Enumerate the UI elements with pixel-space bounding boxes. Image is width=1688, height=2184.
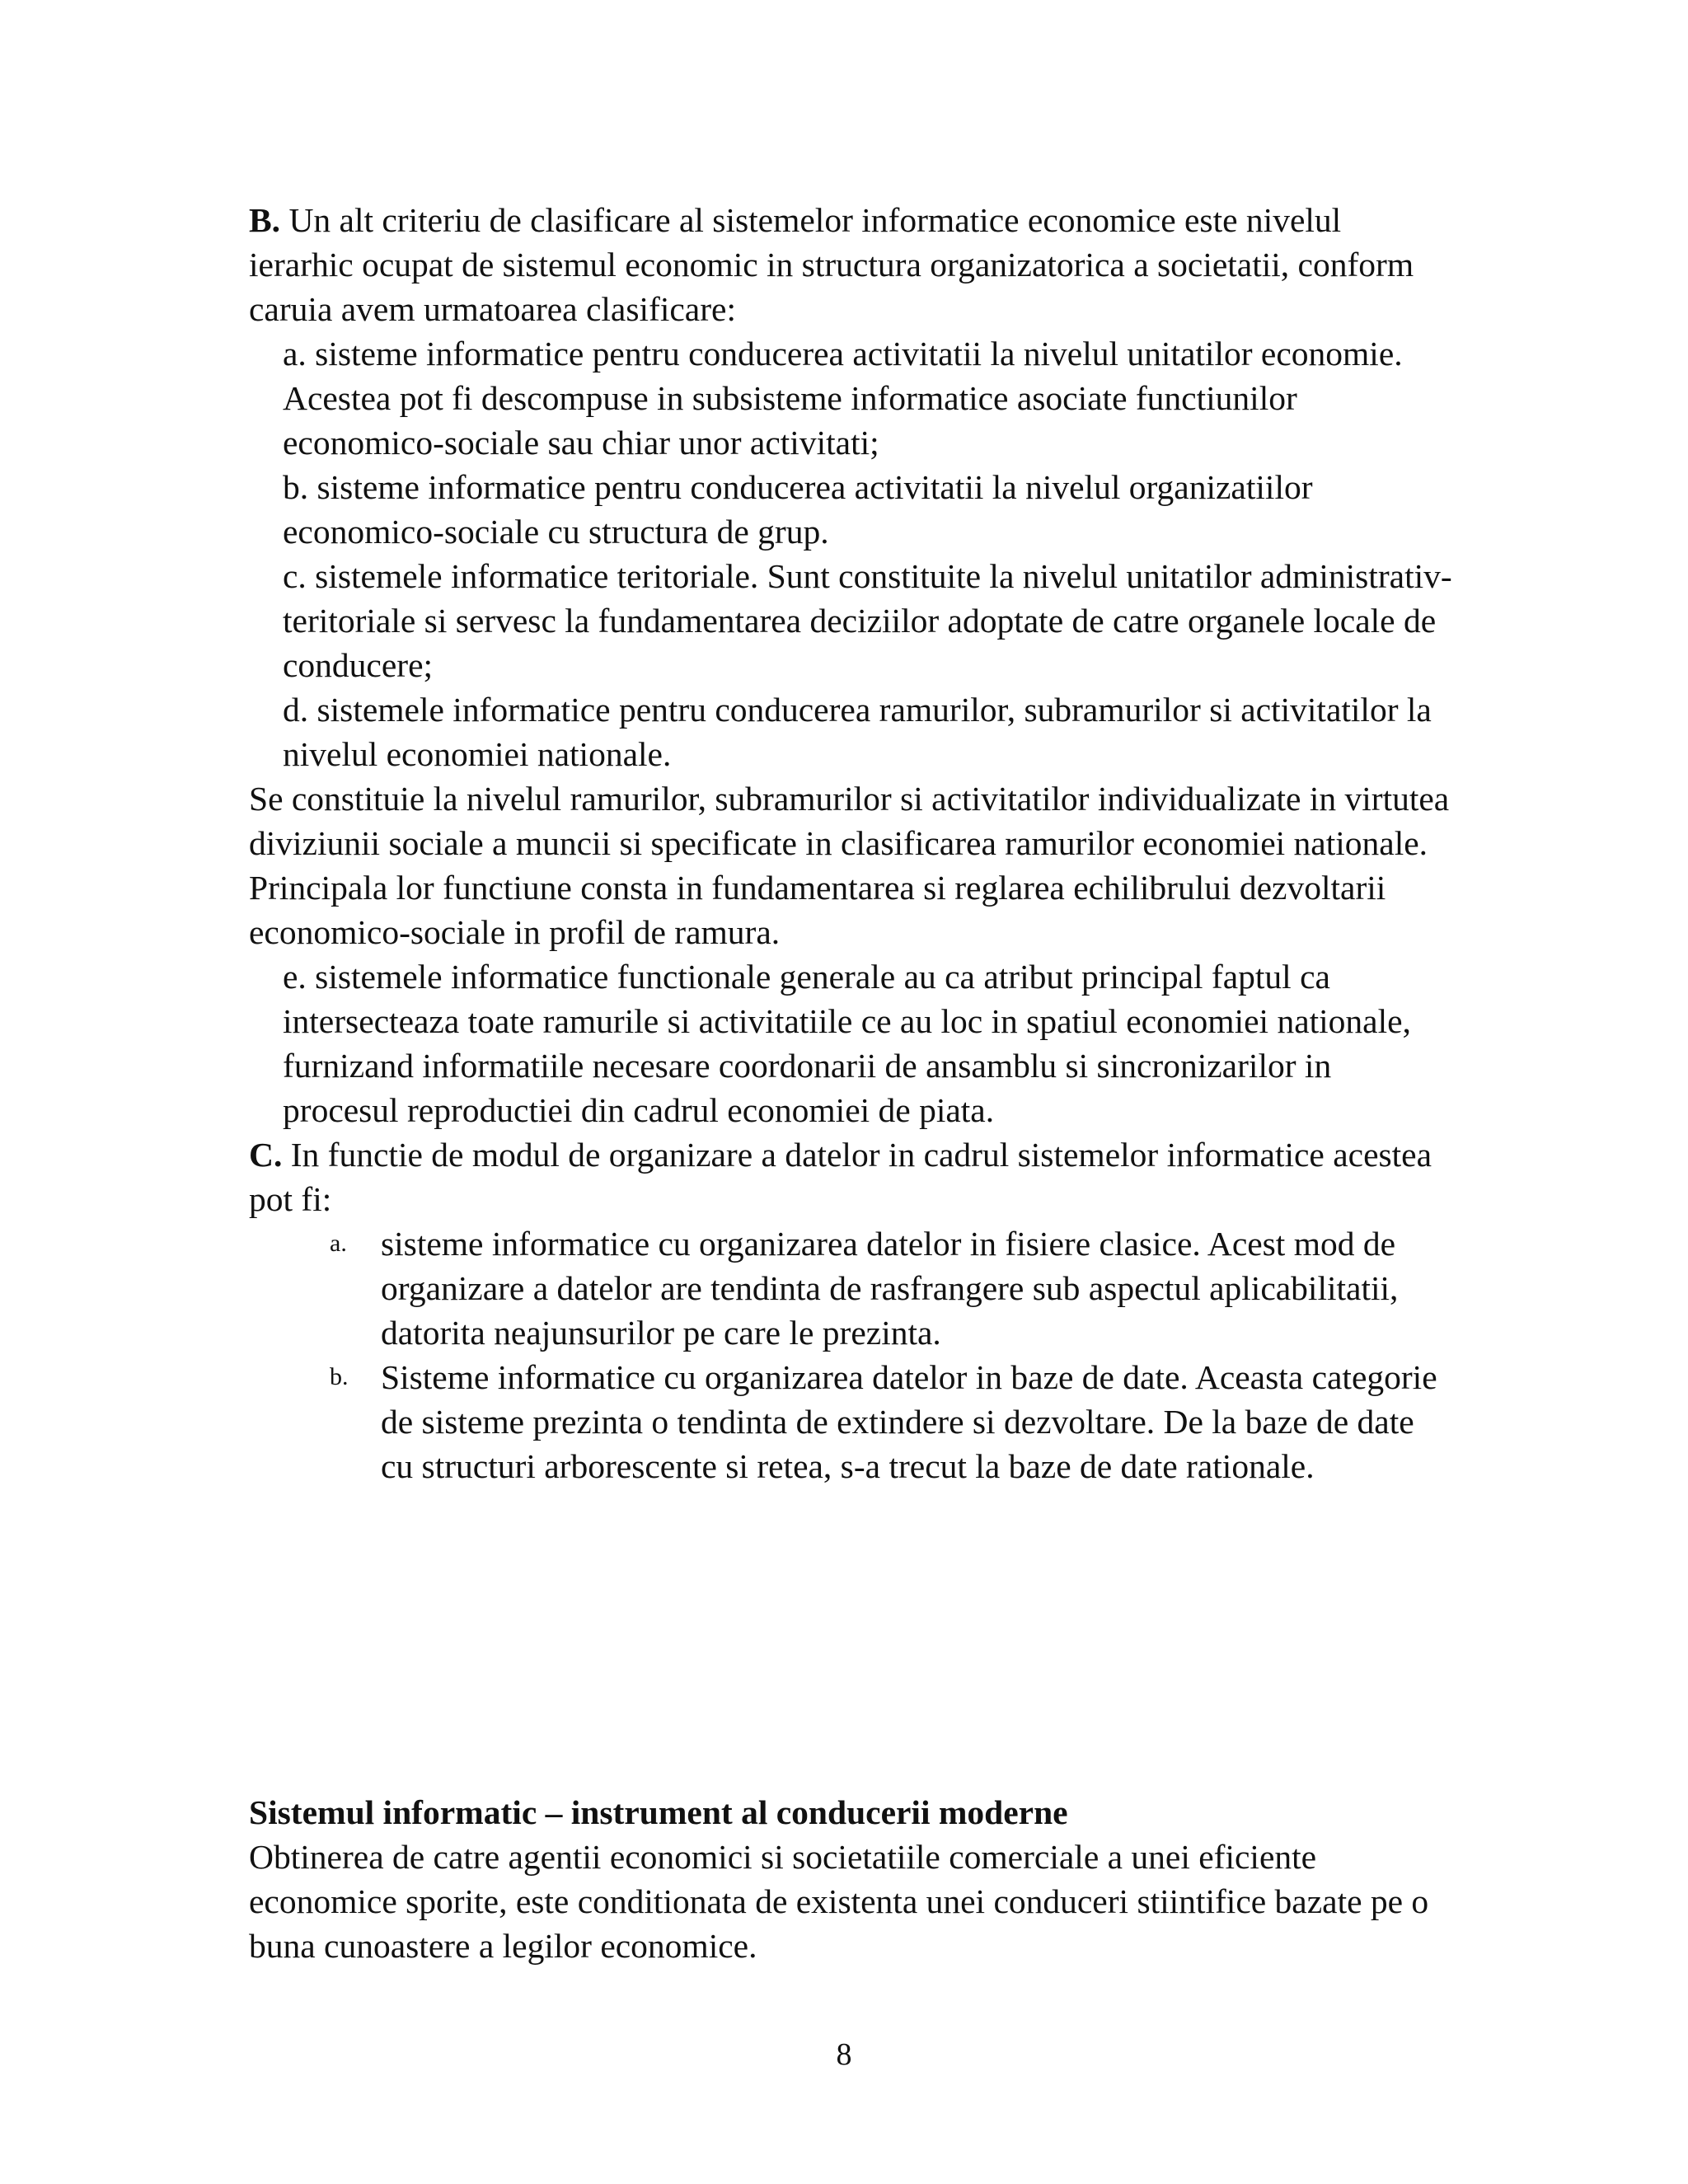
list-item (249, 1221, 1452, 1355)
section-c-intro (249, 1132, 1452, 1221)
section-b-paragraph-d: Se constituie la nivelul ramurilor, subramurilor si activitatilor individualizate in virtutea diviziunii sociale a muncii si specificate in clasificarea ramurilor economiei nationale. Principala lor functiune consta in fundamentarea si reglarea echilibrului dezvoltarii economico-sociale in profil de ramura. (249, 780, 1450, 951)
page-number: 8 (836, 2037, 852, 2072)
section-c-lead: C. (249, 1136, 283, 1174)
list-item-text: sisteme informatice cu organizarea datelor in fisiere clasice. Acest mod de organizare a datelor are tendinta de rasfrangere sub aspectul aplicabilitatii, datorita neajunsurilor pe care le prezinta. (381, 1225, 1399, 1352)
section-b-item-e: e. sistemele informatice functionale generale au ca atribut principal faptul ca intersecteaza toate ramurile si activitatiile ce au loc in spatiul economiei nationale, furnizand informatiile necesare coordonarii de ansamblu si sincronizarilor in procesul reproductiei din cadrul economiei de piata. (283, 958, 1411, 1129)
section-b-item-b: b. sisteme informatice pentru conducerea activitatii la nivelul organizatiilor economico-sociale cu structura de grup. (283, 468, 1313, 551)
list-item (249, 1355, 1452, 1488)
section-c-intro-text: In functie de modul de organizare a datelor in cadrul sistemelor informatice acestea pot fi: (249, 1136, 1432, 1218)
section-b-item-d: d. sistemele informatice pentru conducerea ramurilor, subramurilor si activitatilor la nivelul economiei nationale. (283, 691, 1432, 773)
section-b-intro-text: Un alt criteriu de clasificare al sistemelor informatice economice este nivelul ierarhic ocupat de sistemul economic in structura organizatorica a societatii, conform caruia avem urmatoarea clasificare: (249, 201, 1414, 328)
section-b-item-a: a. sisteme informatice pentru conducerea activitatii la nivelul unitatilor economie. Acestea pot fi descompuse in subsisteme informatice asociate functiunilor economico-sociale sau chiar unor activitati; (283, 335, 1403, 462)
section-paragraph: Obtinerea de catre agentii economici si societatiile comerciale a unei eficiente economice sporite, este conditionata de existenta unei conduceri stiintifice bazate pe o buna cunoastere a legilor economice. (249, 1838, 1429, 1965)
section-b-item-c: c. sistemele informatice teritoriale. Sunt constituite la nivelul unitatilor administrativ-teritoriale si servesc la fundamentarea deciziilor adoptate de catre organele locale de conducere; (283, 557, 1452, 684)
section-b-intro (249, 198, 1452, 331)
list-item-text: Sisteme informatice cu organizarea datelor in baze de date. Aceasta categorie de sisteme prezinta o tendinta de extindere si dezvoltare. De la baze de date cu structuri arborescente si retea, s-a trecut la baze de date rationale. (381, 1358, 1437, 1485)
section-b-lead: B. (249, 201, 281, 239)
main-text (249, 198, 1452, 1488)
section-c-list (249, 1221, 1452, 1488)
list-item-marker: b. (330, 1363, 349, 1390)
list-item-marker: a. (330, 1230, 347, 1257)
section-title: Sistemul informatic – instrument al conducerii moderne (249, 1793, 1068, 1831)
section-instrument (249, 1790, 1452, 1968)
